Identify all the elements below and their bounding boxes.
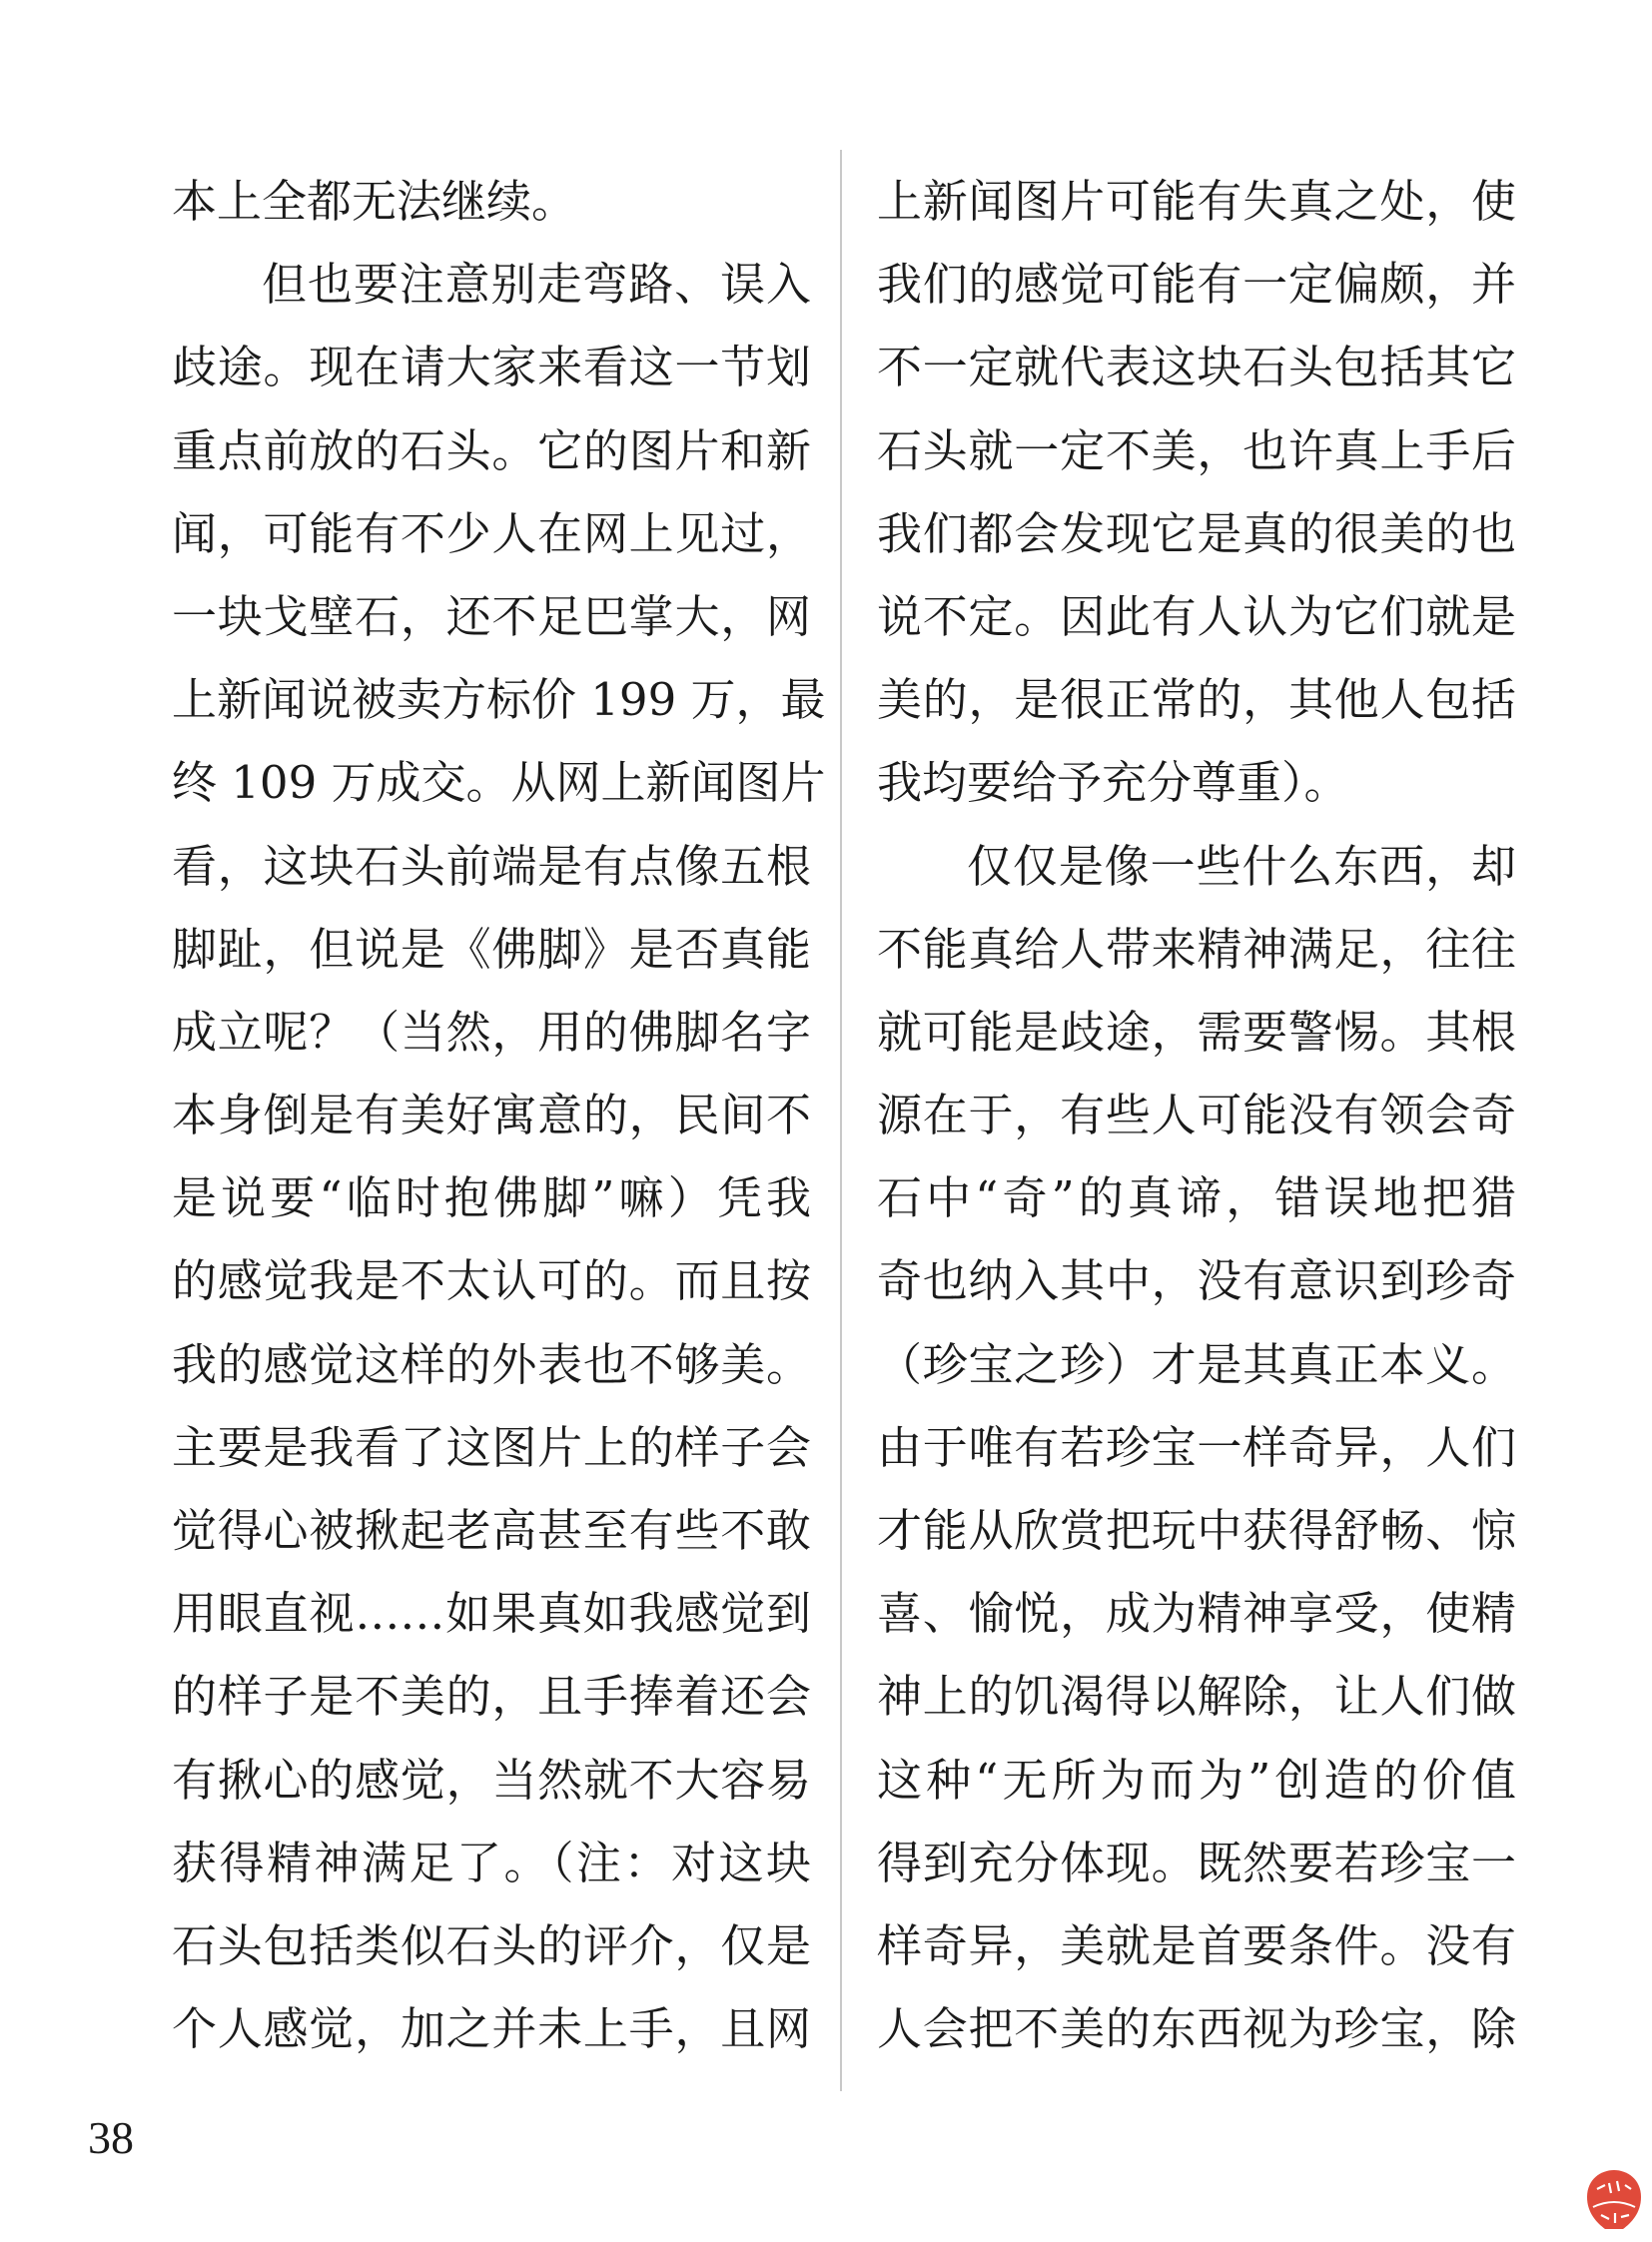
text-line: 样奇异，美就是首要条件。没有 xyxy=(877,1918,1516,1972)
text-line: 我的感觉这样的外表也不够美。 xyxy=(172,1337,811,1391)
text-line: 我们的感觉可能有一定偏颇，并 xyxy=(877,258,1516,312)
text-line: 但也要注意别走弯路、误入 xyxy=(262,258,811,312)
text-line: 个人感觉，加之并未上手，且网 xyxy=(172,2002,811,2056)
text-line: 石中“奇”的真谛，错误地把猎 xyxy=(877,1171,1516,1225)
text-line: 觉得心被揪起老高甚至有些不敢 xyxy=(172,1504,811,1557)
text-line: 歧途。现在请大家来看这一节划 xyxy=(172,341,811,394)
text-line: 喜、愉悦，成为精神享受，使精 xyxy=(877,1587,1516,1641)
text-line: 这种“无所为而为”创造的价值 xyxy=(877,1753,1516,1807)
text-line: 本上全都无法继续。 xyxy=(172,175,577,228)
left-text-column xyxy=(172,160,826,2070)
text-line: 上新闻说被卖方标价 199 万，最 xyxy=(172,673,826,727)
text-line: 闻，可能有不少人在网上见过， xyxy=(172,506,811,560)
text-line: 脚趾，但说是《佛脚》是否真能 xyxy=(172,922,811,976)
text-line: 仅仅是像一些什么东西，却 xyxy=(967,839,1516,893)
text-line: 终 109 万成交。从网上新闻图片 xyxy=(172,756,826,810)
text-line: 我们都会发现它是真的很美的也 xyxy=(877,506,1516,560)
text-line: 用眼直视……如果真如我感觉到 xyxy=(172,1587,811,1641)
text-line: 源在于，有些人可能没有领会奇 xyxy=(877,1089,1516,1142)
text-line: （珍宝之珍）才是其真正本义。 xyxy=(877,1337,1516,1391)
text-line: 由于唯有若珍宝一样奇异，人们 xyxy=(877,1420,1516,1474)
text-line: 是说要“临时抱佛脚”嘛）凭我 xyxy=(172,1171,811,1225)
column-divider xyxy=(840,150,842,2091)
text-line: 石头就一定不美，也许真上手后 xyxy=(877,423,1516,477)
text-line: 重点前放的石头。它的图片和新 xyxy=(172,423,811,477)
page-number: 38 xyxy=(88,2112,134,2163)
text-line: 才能从欣赏把玩中获得舒畅、惊 xyxy=(877,1504,1516,1557)
text-line: 上新闻图片可能有失真之处，使 xyxy=(877,175,1516,228)
text-line: 就可能是歧途，需要警惕。其根 xyxy=(877,1005,1516,1059)
text-line: 美的，是很正常的，其他人包括 xyxy=(877,673,1516,727)
text-line: 奇也纳入其中，没有意识到珍奇 xyxy=(877,1254,1516,1308)
text-line: 神上的饥渴得以解除，让人们做 xyxy=(877,1670,1516,1724)
text-line: 不能真给人带来精神满足，往往 xyxy=(877,922,1516,976)
text-line: 获得精神满足了。（注：对这块 xyxy=(172,1836,811,1889)
text-line: 本身倒是有美好寓意的，民间不 xyxy=(172,1089,811,1142)
text-line: 主要是我看了这图片上的样子会 xyxy=(172,1420,811,1474)
text-line: 石头包括类似石头的评介，仅是 xyxy=(172,1918,811,1972)
text-line: 成立呢？（当然，用的佛脚名字 xyxy=(172,1005,811,1059)
text-line: 有揪心的感觉，当然就不大容易 xyxy=(172,1753,811,1807)
text-line: 说不定。因此有人认为它们就是 xyxy=(877,589,1516,643)
text-line: 人会把不美的东西视为珍宝，除 xyxy=(877,2002,1516,2056)
text-line: 我均要给予充分尊重）。 xyxy=(877,756,1349,810)
text-line: 的感觉我是不太认可的。而且按 xyxy=(172,1254,811,1308)
text-line: 一块戈壁石，还不足巴掌大，网 xyxy=(172,589,811,643)
text-line: 不一定就代表这块石头包括其它 xyxy=(877,341,1516,394)
text-line: 看，这块石头前端是有点像五根 xyxy=(172,839,811,893)
right-text-column xyxy=(877,160,1516,2070)
text-line: 得到充分体现。既然要若珍宝一 xyxy=(877,1836,1516,1889)
watermark-logo xyxy=(1583,2167,1645,2233)
text-line: 的样子是不美的，且手捧着还会 xyxy=(172,1670,811,1724)
